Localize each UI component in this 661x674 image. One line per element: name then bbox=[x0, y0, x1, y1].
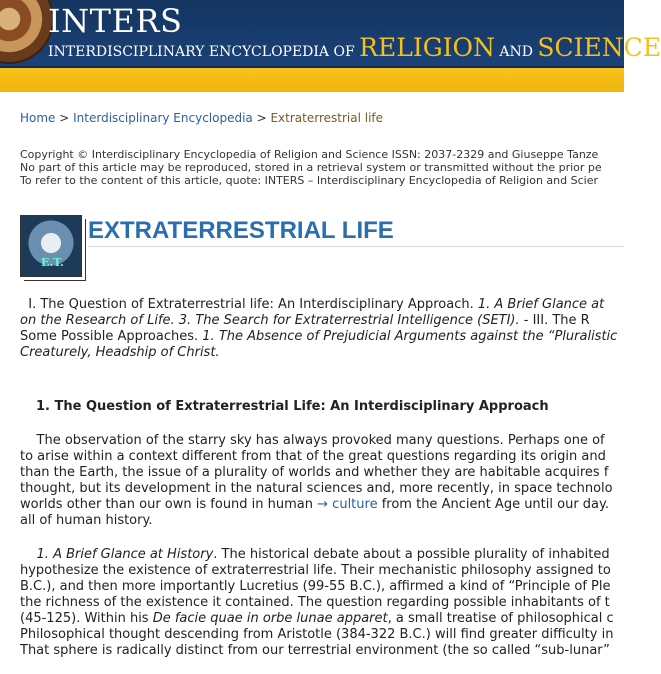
breadcrumb-encyclopedia-link[interactable]: Interdisciplinary Encyclopedia bbox=[73, 111, 253, 125]
article-title: EXTRATERRESTRIAL LIFE bbox=[88, 217, 394, 244]
site-header bbox=[0, 0, 661, 90]
paragraph-1: The observation of the starry sky has always provoked many questions. Perhaps one of to arise within a context different from that of the great questions regarding its origin and than the Earth, the issue of a plurality of worlds and whether they are habitable acquires f thought, but its development in the natural sciences and, more recently, in space technolo worlds other than our own is found in human → culture from the Ancient Age until our day. all of human history. bbox=[20, 433, 613, 528]
logo-word: INTERS bbox=[48, 2, 183, 40]
logo-emblem-icon[interactable] bbox=[0, 0, 54, 64]
copyright-notice: Copyright © Interdisciplinary Encyclopedia of Religion and Science ISSN: 2037-2329 and Giuseppe Tanze No part of this article may be reproduced, stored in a retrieval system or transmitted without the prior pe To refer to the content of this article, quote: INTERS – Interdisciplinary Encyclopedia of Religion and Scier bbox=[20, 148, 602, 187]
breadcrumb-current: Extraterrestrial life bbox=[270, 111, 384, 125]
section-heading: 1. The Question of Extraterrestrial Life: An Interdisciplinary Approach bbox=[36, 399, 549, 414]
paragraph-2: 1. A Brief Glance at History. The historical debate about a possible plurality of inhabited hypothesize the existence of extraterrestrial life. Their mechanistic philosophy assigned to B.C.), and then more importantly Lucretius (99-55 B.C.), affirmed a kind of “Principle of Ple the richness of the existence it contained. The question regarding possible inhabitants of t (45-125). Within his De facie quae in orbe lunae apparet, a small treatise of philosophical c Philosophical thought descending from Aristotle (384-322 B.C.) will find greater difficulty in That sphere is radically distinct from our terrestrial environment (the so called “sub-lunar” bbox=[20, 547, 614, 658]
breadcrumb-home-link[interactable]: Home bbox=[20, 111, 56, 125]
site-subtitle: INTERDISCIPLINARY ENCYCLOPEDIA OF RELIGION AND SCIENCE bbox=[48, 33, 661, 62]
breadcrumb: Home > Interdisciplinary Encyclopedia > Extraterrestrial life bbox=[20, 111, 384, 125]
thumbnail-label: E.T. bbox=[41, 256, 64, 269]
culture-link[interactable]: → culture bbox=[317, 497, 378, 512]
header-gold-band bbox=[0, 66, 624, 92]
title-divider bbox=[88, 246, 624, 247]
arrow-right-icon: → bbox=[317, 497, 329, 512]
site-brand[interactable] bbox=[48, 2, 661, 62]
article-thumbnail-image bbox=[20, 215, 82, 277]
article-summary: I. The Question of Extraterrestrial life: An Interdisciplinary Approach. 1. A Brief Glance at on the Research of Life. 3. The Search for Extraterrestrial Intelligence (SETI). - III. The R Some Possible Approaches. 1. The Absence of Prejudicial Arguments against the “Pluralistic Creaturely, Headship of Christ. bbox=[20, 297, 618, 360]
